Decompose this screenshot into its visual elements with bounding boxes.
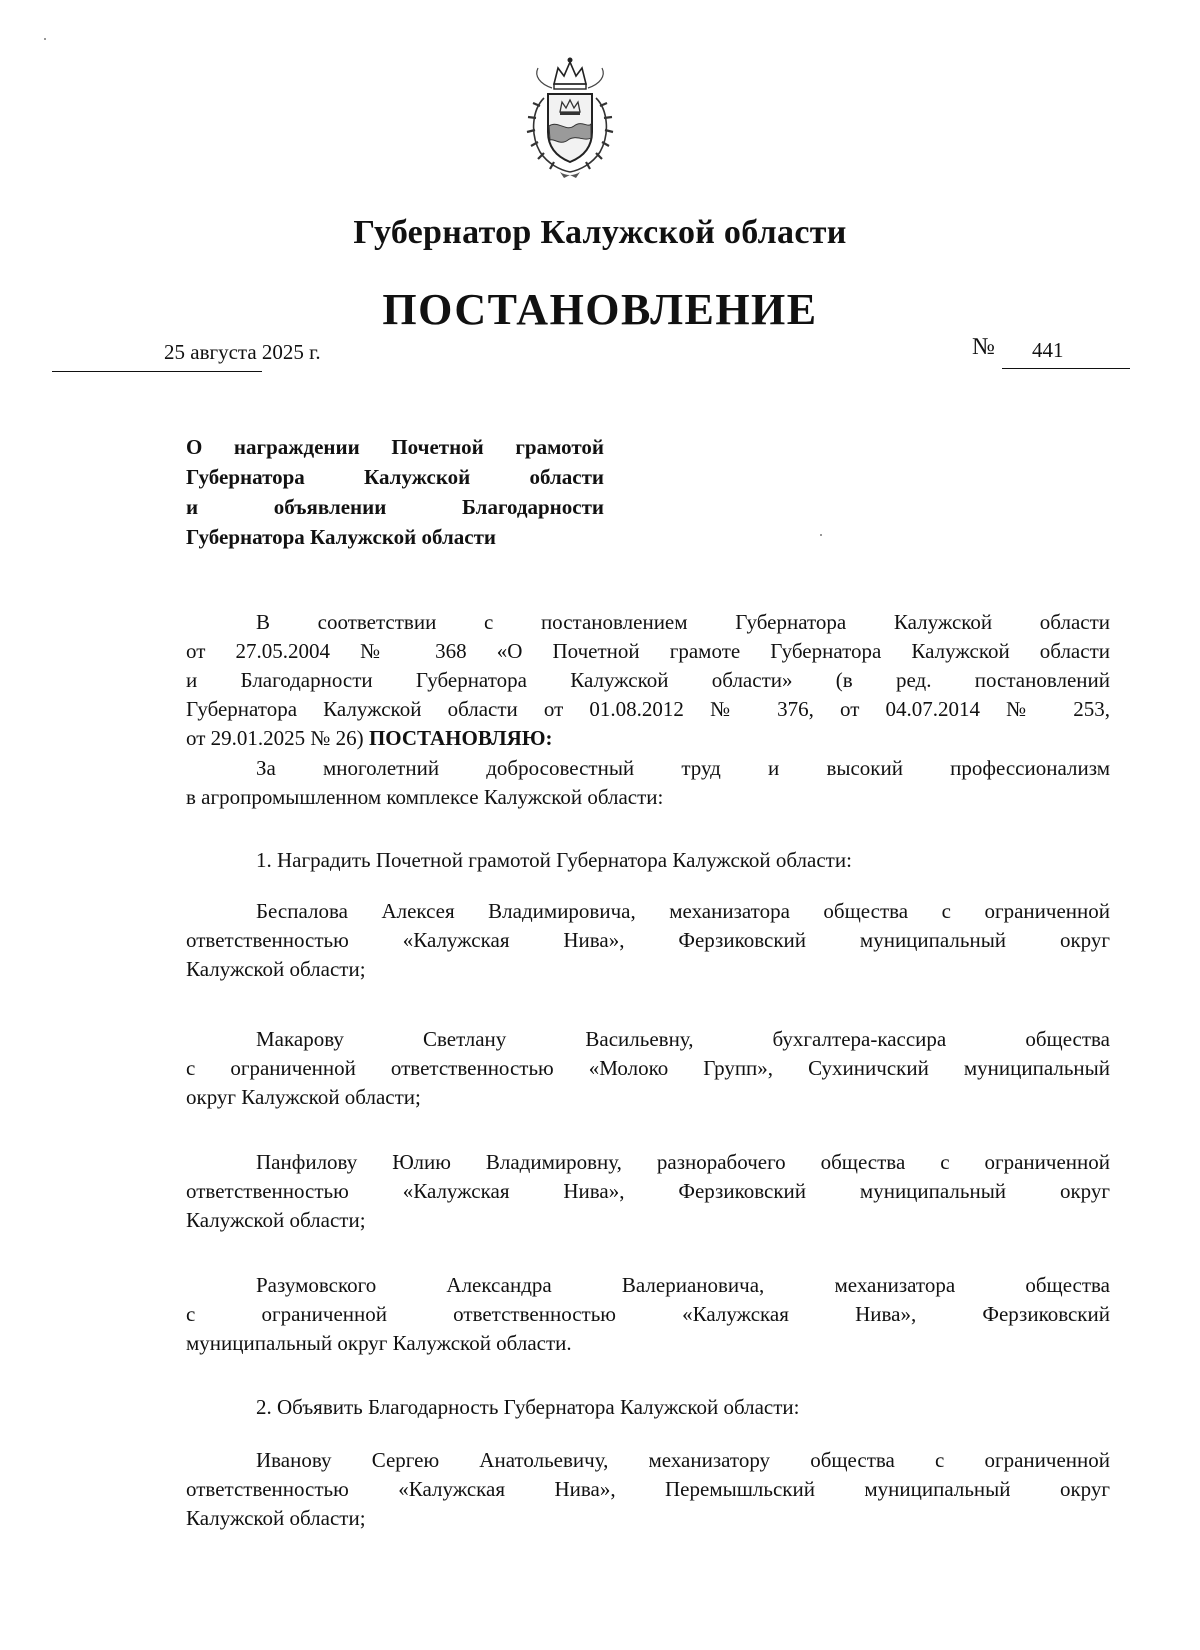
document-number [972,334,1132,361]
text-line: Панфилову Юлию Владимировну, разнорабочего общества с ограниченной [256,1150,1110,1174]
number-label: № [972,334,995,360]
text-line: За многолетний добросовестный труд и высокий профессионализм [256,756,1110,780]
text-line: Беспалова Алексея Владимировича, механизатора общества с ограниченной [256,899,1110,923]
preamble-paragraph [186,608,1110,753]
text-line: Разумовского Александра Валериановича, механизатора общества [256,1273,1110,1297]
decree-word: ПОСТАНОВЛЯЮ: [368,726,553,750]
document-date: 25 августа 2025 г. [164,340,321,364]
text-line: 1. Наградить Почетной грамотой Губернатора Калужской области: [256,848,852,872]
text-line: от 27.05.2004 № 368 «О Почетной грамоте Губернатора Калужской области [186,639,1110,663]
text-line: с ограниченной ответственностью «Молоко Групп», Сухиничский муниципальный [186,1056,1110,1080]
text-line: Калужской области; [186,957,366,981]
text-line: В соответствии с постановлением Губернатора Калужской области [256,610,1110,634]
scan-speck [820,534,822,536]
text-line: муниципальный округ Калужской области. [186,1331,572,1355]
subject-line: О награждении Почетной грамотой [186,435,604,459]
text-fragment: от 29.01.2025 № 26) [186,726,369,750]
text-line: ответственностью «Калужская Нива», Перемышльский муниципальный округ [186,1477,1110,1501]
scan-speck [44,38,46,40]
text-line: Калужской области; [186,1506,366,1530]
subject-line: Губернатора Калужской области [186,465,604,489]
text-line: ответственностью «Калужская Нива», Ферзиковский муниципальный округ [186,1179,1110,1203]
text-line: ответственностью «Калужская Нива», Ферзиковский муниципальный округ [186,928,1110,952]
text-line: Иванову Сергею Анатольевичу, механизатору общества с ограниченной [256,1448,1110,1472]
text-line: с ограниченной ответственностью «Калужская Нива», Ферзиковский [186,1302,1110,1326]
text-line: Калужской области; [186,1208,366,1232]
document-subject [186,432,604,552]
document-type: ПОСТАНОВЛЕНИЕ [382,285,818,334]
subject-line: Губернатора Калужской области [186,525,497,549]
number-underline [1002,368,1130,369]
text-line: в агропромышленном комплексе Калужской области: [186,785,664,809]
text-line: 2. Объявить Благодарность Губернатора Калужской области: [256,1395,800,1419]
section-1-heading [186,846,1110,875]
motive-paragraph [186,754,1110,812]
text-line: округ Калужской области; [186,1085,421,1109]
text-line: Губернатора Калужской области от 01.08.2012 № 376, от 04.07.2014 № 253, [186,697,1110,721]
number-value: 441 [1032,338,1064,362]
award-entry [186,1148,1110,1235]
section-2-heading [186,1393,1110,1422]
coat-of-arms-emblem [518,54,622,180]
gratitude-entry [186,1446,1110,1533]
subject-line: и объявлении Благодарности [186,495,604,519]
issuer-title: Губернатор Калужской области [353,214,847,251]
award-entry [186,897,1110,984]
text-line: Макарову Светлану Васильевну, бухгалтера-кассира общества [256,1027,1110,1051]
text-line [186,724,1110,753]
text-line: и Благодарности Губернатора Калужской области» (в ред. постановлений [186,668,1110,692]
date-underline [52,371,262,372]
award-entry [186,1025,1110,1112]
award-entry [186,1271,1110,1358]
